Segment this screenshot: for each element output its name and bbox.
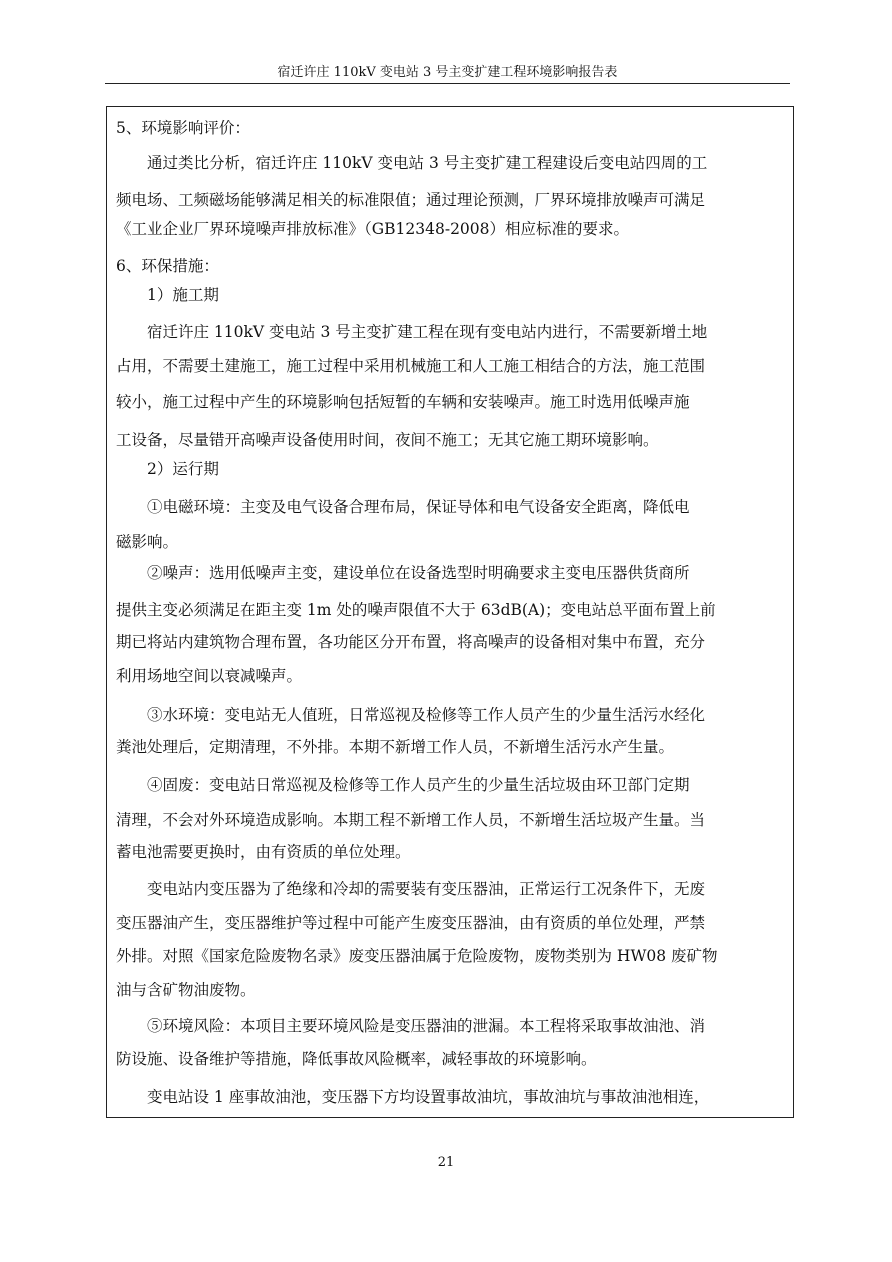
text-line: 提供主变必须满足在距主变 1m 处的噪声限值不大于 63dB(A)；变电站总平面布置上前: [116, 601, 716, 619]
text-line: 《工业企业厂界环境噪声排放标准》（GB12348-2008）相应标准的要求。: [116, 220, 630, 238]
subheading-operation-period: 2）运行期: [116, 460, 219, 478]
text-line: ③水环境：变电站无人值班，日常巡视及检修等工作人员产生的少量生活污水经化: [116, 706, 706, 724]
text-line: ⑤环境风险：本项目主要环境风险是变压器油的泄漏。本工程将采取事故油池、消: [116, 1017, 706, 1035]
section-heading-impact-assessment: 5、环境影响评价：: [116, 119, 250, 137]
text-line: 磁影响。: [116, 533, 179, 551]
text-line: ④固废：变电站日常巡视及检修等工作人员产生的少量生活垃圾由环卫部门定期: [116, 776, 690, 794]
text-line: 较小，施工过程中产生的环境影响包括短暂的车辆和安装噪声。施工时选用低噪声施: [116, 393, 690, 411]
header-rule: [105, 83, 790, 84]
running-header: 宿迁许庄 110kV 变电站 3 号主变扩建工程环境影响报告表: [277, 65, 618, 80]
text-line: 粪池处理后，定期清理，不外排。本期不新增工作人员，不新增生活污水产生量。: [116, 738, 675, 756]
subheading-construction-period: 1）施工期: [116, 286, 219, 304]
text-line: 油与含矿物油废物。: [116, 981, 256, 999]
text-line: 期已将站内建筑物合理布置，各功能区分开布置，将高噪声的设备相对集中布置，充分: [116, 633, 706, 651]
text-line: 防设施、设备维护等措施，降低事故风险概率，减轻事故的环境影响。: [116, 1050, 597, 1068]
text-line: 通过类比分析，宿迁许庄 110kV 变电站 3 号主变扩建工程建设后变电站四周的工: [116, 154, 708, 172]
page-number: 21: [437, 1155, 455, 1170]
text-line: 变电站设 1 座事故油池，变压器下方均设置事故油坑，事故油坑与事故油池相连，: [116, 1088, 710, 1106]
text-line: 蓄电池需要更换时，由有资质的单位处理。: [116, 843, 411, 861]
text-line: 利用场地空间以衰减噪声。: [116, 667, 303, 685]
text-line: 外排。对照《国家危险废物名录》废变压器油属于危险废物，废物类别为 HW08 废矿物: [116, 947, 718, 965]
text-line: 频电场、工频磁场能够满足相关的标准限值；通过理论预测，厂界环境排放噪声可满足: [116, 191, 706, 209]
text-line: 宿迁许庄 110kV 变电站 3 号主变扩建工程在现有变电站内进行，不需要新增土地: [116, 323, 708, 341]
text-line: 变电站内变压器为了绝缘和冷却的需要装有变压器油，正常运行工况条件下，无废: [116, 880, 706, 898]
text-line: 占用，不需要土建施工，施工过程中采用机械施工和人工施工相结合的方法，施工范围: [116, 357, 706, 375]
text-line: 清理，不会对外环境造成影响。本期工程不新增工作人员，不新增生活垃圾产生量。当: [116, 811, 706, 829]
text-line: 工设备，尽量错开高噪声设备使用时间，夜间不施工；无其它施工期环境影响。: [116, 431, 659, 449]
text-line: ②噪声：选用低噪声主变，建设单位在设备选型时明确要求主变电压器供货商所: [116, 564, 690, 582]
text-line: ①电磁环境：主变及电气设备合理布局，保证导体和电气设备安全距离，降低电: [116, 498, 690, 516]
text-line: 变压器油产生，变压器维护等过程中可能产生废变压器油，由有资质的单位处理，严禁: [116, 914, 706, 932]
section-heading-protection-measures: 6、环保措施：: [116, 257, 219, 275]
